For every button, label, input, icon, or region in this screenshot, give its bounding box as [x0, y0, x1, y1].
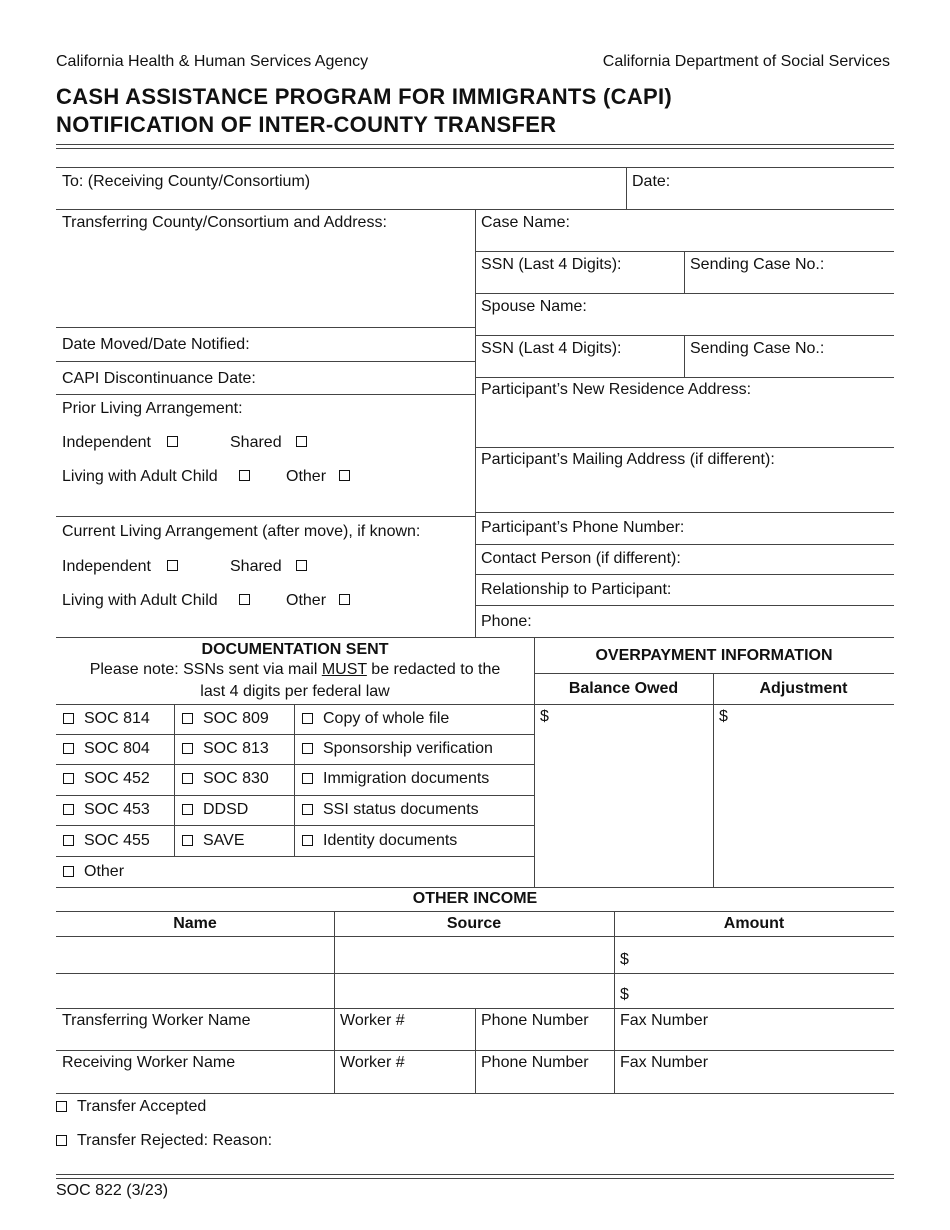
prior-other-checkbox[interactable] — [339, 470, 350, 481]
grid-line — [614, 911, 615, 1093]
doc-checkbox[interactable] — [182, 773, 193, 784]
grid-line — [684, 335, 685, 377]
current-shared-label: Shared — [230, 558, 282, 575]
grid-line — [475, 574, 894, 575]
contact-phone-field[interactable]: Phone: — [481, 613, 532, 630]
doc-label: SSI status documents — [323, 801, 479, 818]
doc-other-label: Other — [84, 863, 125, 880]
doc-label: Copy of whole file — [323, 710, 450, 727]
grid-line — [475, 605, 894, 606]
documentation-note-must: MUST — [321, 661, 367, 678]
grid-line — [534, 673, 894, 674]
doc-label: SOC 804 — [84, 740, 150, 757]
title-rule-bottom — [56, 148, 894, 149]
doc-checkbox[interactable] — [302, 835, 313, 846]
doc-checkbox[interactable] — [182, 835, 193, 846]
doc-checkbox[interactable] — [63, 804, 74, 815]
doc-checkbox[interactable] — [182, 804, 193, 815]
doc-checkbox[interactable] — [182, 743, 193, 754]
prior-other-label: Other — [286, 468, 327, 485]
doc-label: SAVE — [203, 832, 245, 849]
transferring-fax-field[interactable]: Fax Number — [620, 1012, 709, 1029]
doc-label: SOC 814 — [84, 710, 150, 727]
doc-checkbox[interactable] — [63, 835, 74, 846]
grid-line — [475, 512, 894, 513]
prior-independent-checkbox[interactable] — [167, 436, 178, 447]
grid-line — [56, 394, 475, 395]
grid-line — [56, 361, 475, 362]
grid-line — [56, 911, 894, 912]
doc-label: SOC 453 — [84, 801, 150, 818]
balance-owed-field[interactable]: $ — [540, 708, 549, 725]
doc-checkbox[interactable] — [63, 713, 74, 724]
grid-line — [294, 704, 295, 856]
current-adult-child-checkbox[interactable] — [239, 594, 250, 605]
grid-line — [174, 704, 175, 856]
doc-label: SOC 452 — [84, 770, 150, 787]
current-other-label: Other — [286, 592, 327, 609]
doc-checkbox[interactable] — [302, 743, 313, 754]
new-residence-field[interactable]: Participant’s New Residence Address: — [481, 381, 752, 398]
grid-line — [56, 327, 475, 328]
current-independent-label: Independent — [62, 558, 151, 575]
balance-owed-header: Balance Owed — [568, 680, 679, 697]
receiving-county-field[interactable]: To: (Receiving County/Consortium) — [62, 173, 311, 190]
current-independent-checkbox[interactable] — [167, 560, 178, 571]
prior-shared-label: Shared — [230, 434, 282, 451]
income-amount-cell[interactable]: $ — [620, 951, 629, 968]
agency-left: California Health & Human Services Agency — [56, 53, 369, 70]
receiving-phone-field[interactable]: Phone Number — [481, 1054, 589, 1071]
doc-label: SOC 813 — [203, 740, 269, 757]
grid-line — [475, 377, 894, 378]
grid-line — [56, 936, 894, 937]
doc-checkbox[interactable] — [302, 713, 313, 724]
grid-line — [56, 637, 894, 638]
transfer-rejected-checkbox[interactable] — [56, 1135, 67, 1146]
adjustment-field[interactable]: $ — [719, 708, 728, 725]
transfer-accepted-label: Transfer Accepted — [77, 1098, 207, 1115]
grid-line — [56, 704, 534, 705]
grid-line — [475, 209, 476, 637]
income-name-header: Name — [173, 915, 217, 932]
grid-line — [56, 887, 894, 888]
grid-line — [56, 734, 534, 735]
ssn-field-1[interactable]: SSN (Last 4 Digits): — [481, 256, 622, 273]
prior-shared-checkbox[interactable] — [296, 436, 307, 447]
prior-independent-label: Independent — [62, 434, 151, 451]
grid-line — [56, 795, 534, 796]
grid-line — [626, 167, 627, 209]
other-income-heading: OTHER INCOME — [412, 890, 538, 907]
grid-line — [475, 447, 894, 448]
income-amount-cell[interactable]: $ — [620, 986, 629, 1003]
adjustment-header: Adjustment — [759, 680, 848, 697]
documentation-note — [56, 662, 534, 678]
grid-line — [534, 704, 894, 705]
date-field[interactable]: Date: — [632, 173, 671, 190]
current-shared-checkbox[interactable] — [296, 560, 307, 571]
grid-line — [56, 1093, 894, 1094]
doc-label: SOC 455 — [84, 832, 150, 849]
transferring-worker-field[interactable]: Transferring Worker Name — [62, 1012, 251, 1029]
prior-adult-child-checkbox[interactable] — [239, 470, 250, 481]
form-title-line1: CASH ASSISTANCE PROGRAM FOR IMMIGRANTS (CAPI) — [56, 84, 673, 109]
grid-line — [56, 1050, 894, 1051]
grid-line — [56, 167, 894, 168]
grid-line — [713, 673, 714, 887]
form-title-line2: NOTIFICATION OF INTER-COUNTY TRANSFER — [56, 112, 557, 137]
transferring-county-field[interactable]: Transferring County/Consortium and Address: — [62, 214, 387, 231]
sending-case-field-2[interactable]: Sending Case No.: — [690, 340, 825, 357]
grid-line — [56, 856, 534, 857]
doc-label: DDSD — [203, 801, 249, 818]
footer-rule-bottom — [56, 1178, 894, 1179]
doc-checkbox[interactable] — [302, 804, 313, 815]
documentation-note-prefix: Please note: SSNs sent via mail — [89, 661, 322, 678]
doc-label: Sponsorship verification — [323, 740, 493, 757]
grid-line — [56, 516, 475, 517]
doc-label: SOC 830 — [203, 770, 269, 787]
transfer-rejected-label: Transfer Rejected: Reason: — [77, 1132, 273, 1149]
receiving-fax-field[interactable]: Fax Number — [620, 1054, 709, 1071]
current-other-checkbox[interactable] — [339, 594, 350, 605]
grid-line — [475, 544, 894, 545]
receiving-worker-field[interactable]: Receiving Worker Name — [62, 1054, 236, 1071]
grid-line — [56, 825, 534, 826]
grid-line — [475, 293, 894, 294]
documentation-note-line2: last 4 digits per federal law — [200, 683, 390, 700]
overpayment-heading: OVERPAYMENT INFORMATION — [595, 647, 833, 664]
grid-line — [56, 973, 894, 974]
documentation-heading: DOCUMENTATION SENT — [201, 641, 389, 658]
grid-line — [684, 251, 685, 293]
sending-case-field-1[interactable]: Sending Case No.: — [690, 256, 825, 273]
grid-line — [334, 911, 335, 1093]
date-moved-field[interactable]: Date Moved/Date Notified: — [62, 336, 250, 353]
participant-phone-field[interactable]: Participant’s Phone Number: — [481, 519, 685, 536]
doc-checkbox[interactable] — [63, 773, 74, 784]
prior-living-label: Prior Living Arrangement: — [62, 400, 243, 417]
doc-label: SOC 809 — [203, 710, 269, 727]
doc-label: Identity documents — [323, 832, 458, 849]
prior-adult-child-label: Living with Adult Child — [62, 468, 218, 485]
mailing-address-field[interactable]: Participant’s Mailing Address (if different): — [481, 451, 775, 468]
form-id: SOC 822 (3/23) — [56, 1182, 169, 1199]
current-living-label: Current Living Arrangement (after move), if known: — [62, 523, 421, 540]
income-amount-header: Amount — [723, 915, 785, 932]
agency-right: California Department of Social Services — [602, 53, 890, 70]
doc-checkbox[interactable] — [302, 773, 313, 784]
discontinuance-date-field[interactable]: CAPI Discontinuance Date: — [62, 370, 256, 387]
grid-line — [534, 637, 535, 887]
doc-checkbox[interactable] — [182, 713, 193, 724]
receiving-worker-number-field[interactable]: Worker # — [340, 1054, 405, 1071]
contact-person-field[interactable]: Contact Person (if different): — [481, 550, 681, 567]
transferring-worker-number-field[interactable]: Worker # — [340, 1012, 405, 1029]
title-rule-top — [56, 144, 894, 145]
documentation-note-suffix: be redacted to the — [366, 661, 501, 678]
ssn-field-2[interactable]: SSN (Last 4 Digits): — [481, 340, 622, 357]
income-source-header: Source — [446, 915, 502, 932]
doc-other-checkbox[interactable] — [63, 866, 74, 877]
relationship-field[interactable]: Relationship to Participant: — [481, 581, 672, 598]
footer-rule-top — [56, 1174, 894, 1175]
transfer-accepted-checkbox[interactable] — [56, 1101, 67, 1112]
doc-checkbox[interactable] — [63, 743, 74, 754]
current-adult-child-label: Living with Adult Child — [62, 592, 218, 609]
grid-line — [56, 764, 534, 765]
spouse-name-field[interactable]: Spouse Name: — [481, 298, 587, 315]
case-name-field[interactable]: Case Name: — [481, 214, 570, 231]
transferring-phone-field[interactable]: Phone Number — [481, 1012, 589, 1029]
doc-label: Immigration documents — [323, 770, 490, 787]
